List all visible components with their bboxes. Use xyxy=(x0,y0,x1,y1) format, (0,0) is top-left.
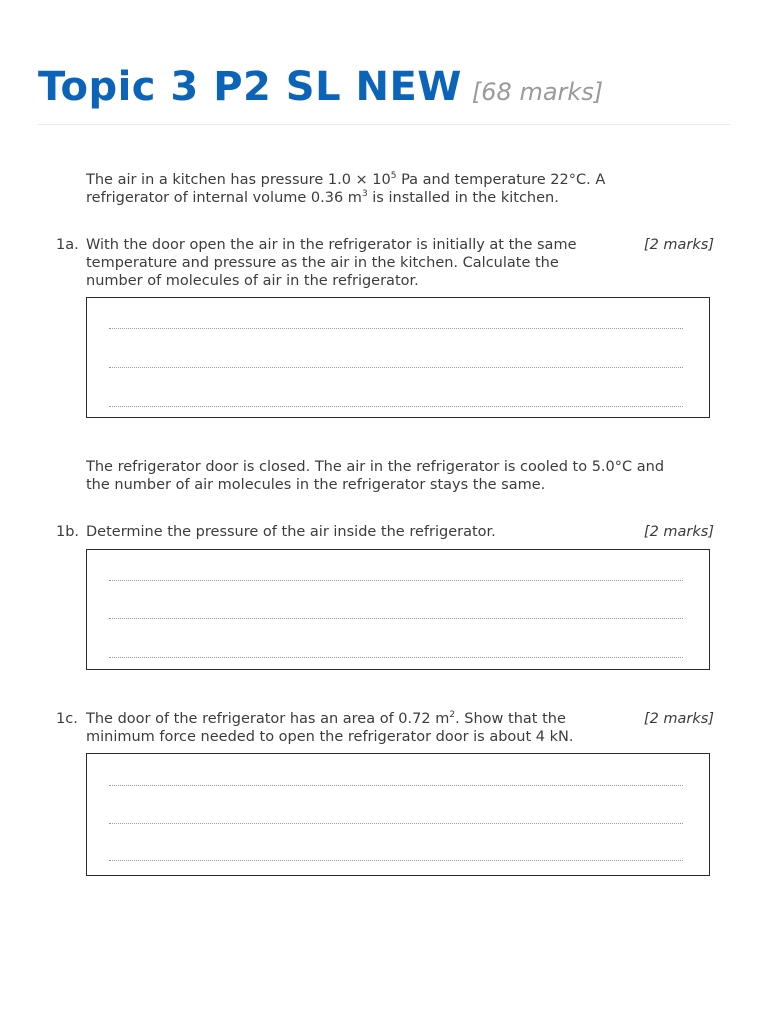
answer-line xyxy=(109,785,683,786)
intro-line-2: refrigerator of internal volume 0.36 $m^3$ is installed in the kitchen. xyxy=(86,189,559,206)
answer-line xyxy=(109,657,683,658)
answer-line xyxy=(109,328,683,329)
answer-box-1b[interactable] xyxy=(86,549,710,670)
page-title: Topic 3 P2 SL NEW xyxy=(38,64,462,110)
answer-box-1c[interactable] xyxy=(86,753,710,876)
intro-line-1: The air in a kitchen has pressure $1.0 \times 10^5$ Pa and temperature 22°C. A xyxy=(86,171,606,188)
question-text: Determine the pressure of the air inside the refrigerator. xyxy=(86,524,496,540)
intro-paragraph-2: The refrigerator door is closed. The air in the refrigerator is cooled to 5.0°C and the number of air molecules in the refrigerator stays the same. xyxy=(86,459,665,493)
question-number: 1c. xyxy=(56,711,78,727)
intro-paragraph-1 xyxy=(86,171,706,207)
question-marks: [2 marks] xyxy=(643,524,714,540)
question-1c xyxy=(56,710,716,746)
question-1b xyxy=(56,523,716,541)
page-header xyxy=(38,64,730,110)
answer-line xyxy=(109,823,683,824)
question-number: 1a. xyxy=(56,237,79,253)
answer-line xyxy=(109,618,683,619)
answer-box-1a[interactable] xyxy=(86,297,710,418)
question-marks: [2 marks] xyxy=(643,711,714,727)
answer-line xyxy=(109,580,683,581)
question-text: With the door open the air in the refrigerator is initially at the same temperature and pressure as the air in the kitchen. Calculate the number of molecules of air in the refrigerator. xyxy=(86,237,577,289)
total-marks: [68 marks] xyxy=(471,78,604,106)
header-divider xyxy=(38,124,730,125)
question-number: 1b. xyxy=(56,524,80,540)
answer-line xyxy=(109,406,683,407)
question-text: The door of the refrigerator has an area of 0.72 $m^2$. Show that the minimum force needed to open the refrigerator door is about 4 kN. xyxy=(86,710,574,745)
question-marks: [2 marks] xyxy=(643,237,714,253)
answer-line xyxy=(109,367,683,368)
question-1a xyxy=(56,236,716,290)
answer-line xyxy=(109,860,683,861)
